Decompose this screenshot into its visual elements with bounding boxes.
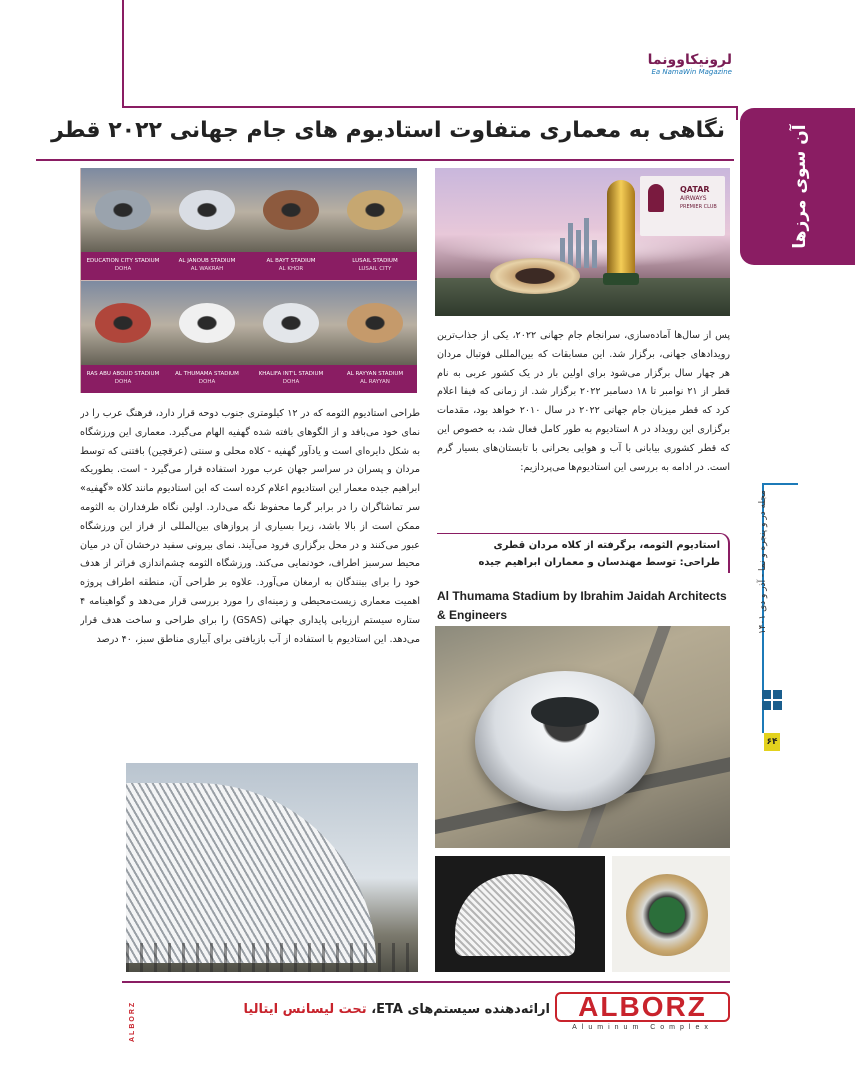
stadium-card-city: DOHA (198, 379, 216, 385)
magazine-logo (640, 52, 732, 82)
badge-line3: PREMIER CLUB (680, 204, 717, 210)
stadium-card-name: AL BAYT STADIUM (266, 258, 316, 264)
stadium-card-name: KHALIFA INT'L STADIUM (258, 371, 324, 377)
title-underline (36, 159, 734, 161)
stadium-dome-shape (263, 190, 319, 230)
stadium-card (165, 281, 249, 393)
footer-ad-part2: تحت لیسانس ایتالیا (243, 1002, 367, 1017)
stadium-photo (333, 168, 417, 256)
caption-english: Al Thumama Stadium by Ibrahim Jaidah Architects & Engineers (437, 589, 727, 622)
stadium-dome-shape (179, 190, 235, 230)
stadium-card-city: DOHA (114, 266, 132, 272)
window-logo-icon (762, 690, 782, 710)
stadium-card-city: LUSAIL CITY (358, 266, 392, 272)
stadium-dome-shape (347, 190, 403, 230)
stadium-card-name: AL RAYYAN STADIUM (346, 371, 404, 377)
stadium-facade-photo (126, 763, 418, 972)
stadium-card (81, 281, 165, 393)
stadium-photo (333, 281, 417, 369)
stadium-dome-shape (179, 303, 235, 343)
intro-paragraph: پس از سال‌ها آماده‌سازی، سرانجام جام جهانی ۲۰۲۲، یکی از جذاب‌ترین رویدادهای جهانی، برگزار شد. این مسابقات که بین‌المللی فوتبال مردان هر چهار سال برگزار می‌شود برای اولین بار در یک کشور عربی به نام قطر از ۲۱ نوامبر تا ۱۸ دسامبر ۲۰۲۲ برگزار شد. از زمانی که فیفا اعلام کرد که قطر میزبان جام جهانی ۲۰۲۲ در سال ۲۰۱۰ خواهد بود، مقدمات برگزاری این رویداد در ۸ استادیوم به طور کامل فعال شد، به خصوص این که قطر کشوری بیابانی با آب و هوایی بحرانی با تابستان‌های بسیار گرم است. در ادامه به بررسی این استادیوم‌ها می‌پردازیم: (437, 330, 730, 473)
stadium-dome-shape (347, 303, 403, 343)
footer-ad-part1: ارائه‌دهنده سیستم‌های ETA، (371, 1002, 550, 1017)
stadium-bowl (490, 258, 580, 294)
footer-ad-text (155, 1000, 550, 1020)
stadium-photo (81, 281, 165, 369)
gahfiya-cap-model (435, 856, 605, 972)
stadium-card-name: LUSAIL STADIUM (352, 258, 398, 264)
footer-rule (122, 981, 730, 983)
stadium-photo (165, 281, 249, 369)
stadium-dome-shape (263, 303, 319, 343)
stadium-card-city: DOHA (282, 379, 300, 385)
alborz-logo (555, 992, 730, 1042)
caption-line-2: طراحی: توسط مهندسان و معماران ابراهیم جیده (478, 557, 720, 568)
stadium-card (249, 281, 333, 393)
stadium-card (249, 168, 333, 280)
stadium-card-name: EDUCATION CITY STADIUM (86, 258, 160, 264)
badge-brand: QATAR (680, 185, 710, 194)
header-frame-rule (122, 106, 738, 108)
stadium-photo (81, 168, 165, 256)
stadium-dome-shape (95, 190, 151, 230)
stadium-card (165, 168, 249, 280)
stadium-card-name: AL THUMAMA STADIUM (175, 371, 239, 377)
qatar-airways-badge (640, 176, 725, 236)
page-number: ۶۴ (764, 733, 780, 751)
stadium-card-name: RAS ABU ABOUD STADIUM (86, 371, 160, 377)
alborz-wordmark: ALBORZ (555, 992, 730, 1022)
stadium-card (333, 281, 417, 393)
side-rule-top (762, 483, 798, 485)
section-tab (740, 108, 855, 265)
body-paragraph: طراحی استادیوم الثومه که در ۱۲ کیلومتری جنوب دوحه قرار دارد، فرهنگ عرب را در نمای خود می‌بافد و از الگوهای بافته شده گهفیه الهام می‌گیرد. معماری این ورزشگاه به شکل دایره‌ای است و یادآور گهفیه - کلاه محلی و سنتی (عرقچین) بافتنی که توسط مردان و پسران در سراسر جهان عرب مورد استفاده قرار می‌گیرد - است. بطوریکه ابراهیم جیده معمار این استادیوم اعلام کرده است که این استادیوم مانند کلاه «گهفیه» سر تماشاگران را در برابر گرما محفوظ نگه می‌دارد. اولین نگاه طرفداران به الثومه ممکن است از بالا باشد، زیرا بسیاری از پروازهای بین‌المللی از فراز این ورزشگاه عبور می‌کنند و در محل برگزاری فرود می‌آیند. نمای بیرونی سفید درخشان آن در میان محیط سرسبز اطراف، خودنمایی می‌کند. ورزشگاه الثومه چشم‌اندازی فراتر از هدف خود را برای بینندگان به ارمغان می‌آورد. علاوه بر طراحی آن، منطقه اطراف پروژه اهمیت معماری زیست‌محیطی و زمینه‌ای را مورد بررسی قرار می‌دهد و گواهینامه ۴ ستاره سیستم ارزیابی پایداری جهانی (GSAS) را برای طراحی و ساخت هدف قرار می‌دهد. این استادیوم با استفاده از آب بازیافتی برای آبیاری مناطق سبز، ۴۰ درصد (80, 408, 420, 645)
stadium-card-city: AL KHOR (278, 266, 304, 272)
stadium-card-name: AL JANOUB STADIUM (178, 258, 236, 264)
stadium-card-city: AL WAKRAH (190, 266, 224, 272)
stadium-dome (475, 671, 655, 811)
stadium-grid (80, 168, 417, 393)
stadium-photo (249, 168, 333, 256)
stadium-photo (249, 281, 333, 369)
magazine-issue-line: مجله در و پنجره و نما - آذر و دی ۱۴۰۱ (758, 490, 768, 635)
fifa-emblem-icon (648, 184, 664, 212)
magazine-logo-sub: Ea NamaWin Magazine (651, 68, 732, 76)
header-frame-left (122, 0, 124, 108)
trophy-icon (607, 180, 635, 280)
caption-line-1: استادیوم الثومه، برگرفته از کلاه مردان قطری (493, 540, 720, 551)
magazine-logo-text: لرونیکاوونما (647, 52, 732, 68)
footer-side-mark: ALBORZ (129, 1000, 136, 1042)
stadium-card (81, 168, 165, 280)
badge-line2: AIRWAYS (680, 195, 707, 202)
article-title: نگاهی به معماری متفاوت استادیوم های جام جهانی ۲۰۲۲ قطر (51, 118, 725, 143)
stadium-photo (165, 168, 249, 256)
stadium-caption-box (437, 533, 730, 573)
al-thumama-aerial-photo (435, 626, 730, 848)
stadium-dome-shape (95, 303, 151, 343)
world-cup-trophy-image (435, 168, 730, 316)
stadium-card-city: AL RAYYAN (360, 379, 390, 385)
header-frame-right (736, 106, 738, 120)
section-tab-label: آن سوی مرزها (790, 124, 810, 249)
stadium-card-city: DOHA (114, 379, 132, 385)
article-title-box (51, 115, 733, 157)
stadium-top-view-model (612, 856, 730, 972)
alborz-tagline: Aluminum Complex (572, 1024, 713, 1031)
stadium-card (333, 168, 417, 280)
